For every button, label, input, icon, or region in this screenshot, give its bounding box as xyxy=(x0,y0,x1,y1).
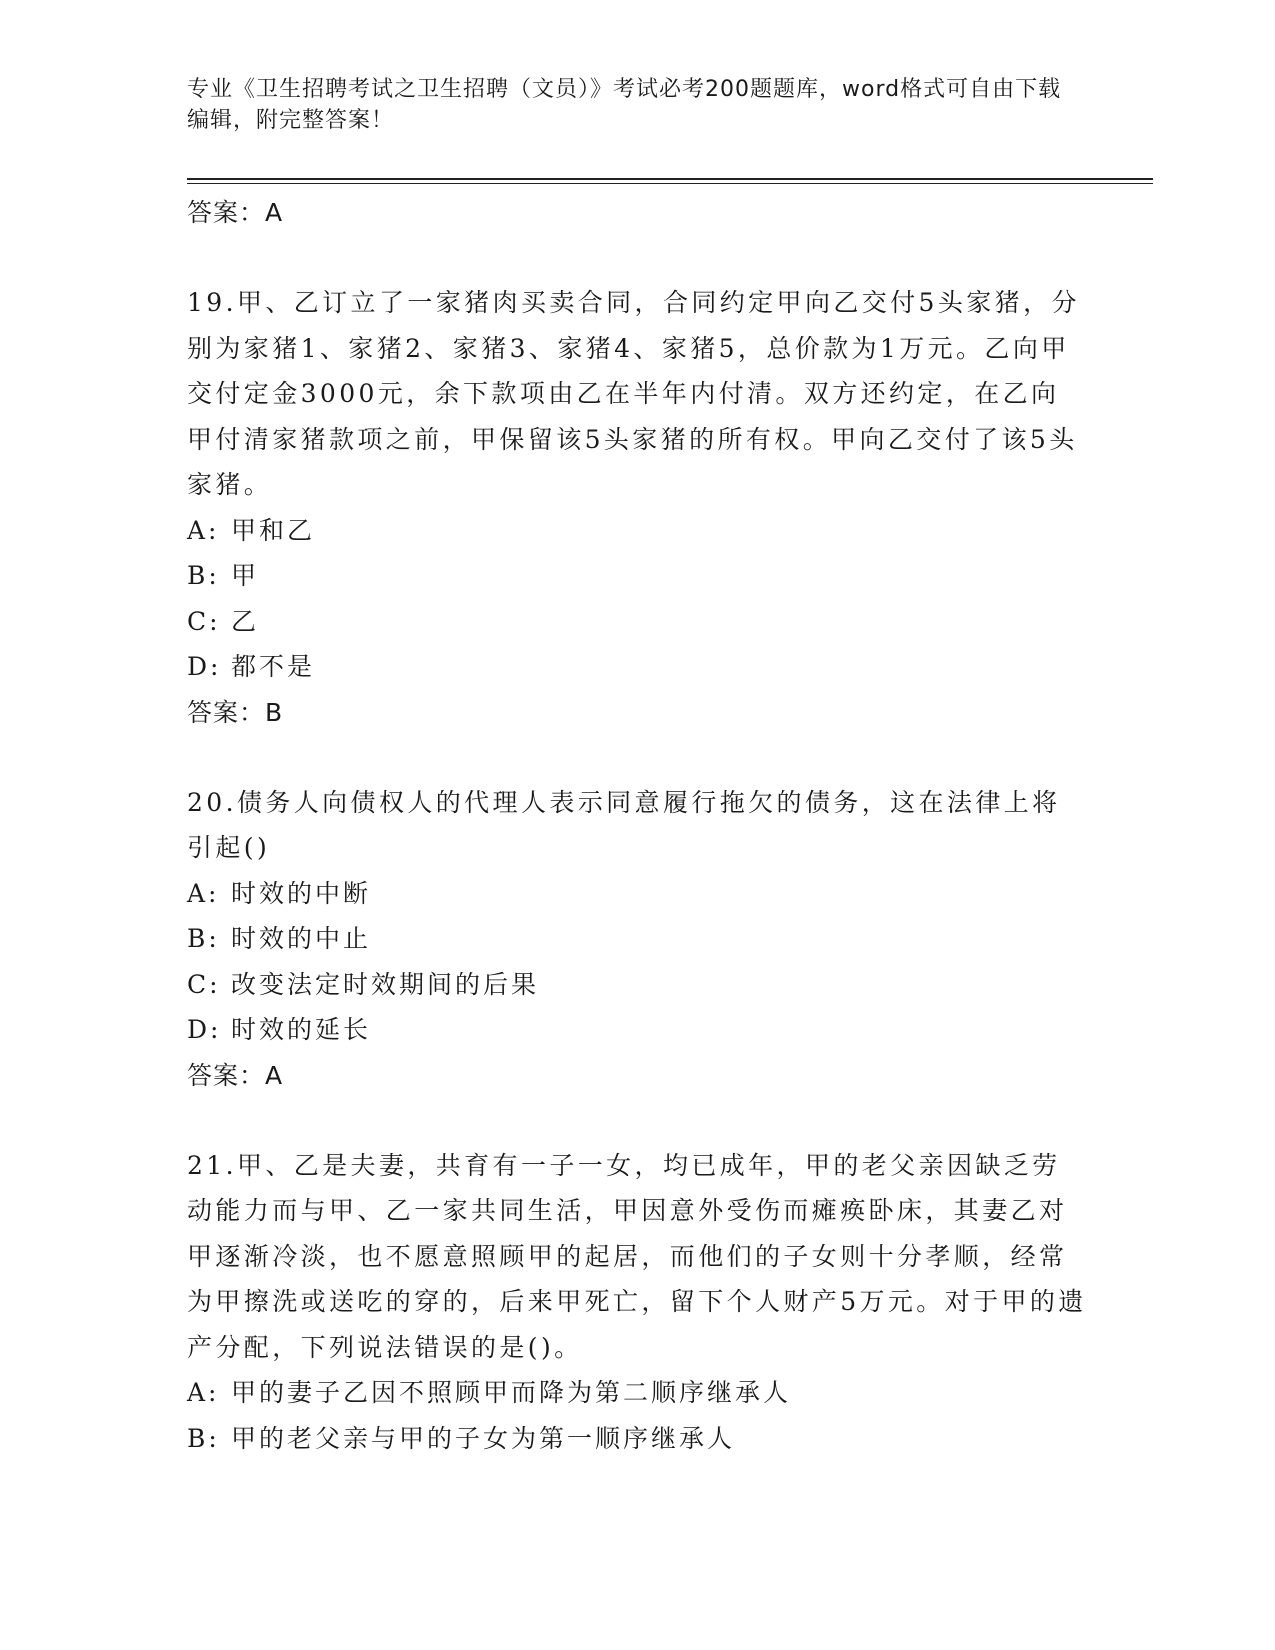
option-label: B: xyxy=(187,1423,220,1453)
question-block xyxy=(187,780,1087,1099)
header-rule-thick xyxy=(187,178,1153,180)
option-text: 甲的妻子乙因不照顾甲而降为第二顺序继承人 xyxy=(231,1378,792,1407)
question-block xyxy=(187,280,1087,736)
option-text: 时效的延长 xyxy=(231,1015,372,1044)
option-text: 甲和乙 xyxy=(231,515,316,545)
option-label: C: xyxy=(187,969,221,999)
option-text: 时效的中止 xyxy=(231,924,372,953)
question-text: 21.甲、乙是夫妻，共育有一子一女，均已成年，甲的老父亲因缺乏劳动能力而与甲、乙一家共同生活，甲因意外受伤而瘫痪卧床，其妻乙对甲逐渐冷淡，也不愿意照顾甲的起居，而他们的子女则十分孝顺，经常为甲擦洗或送吃的穿的，后来甲死亡，留下个人财产5万元。对于甲的遗产分配，下列说法错误的是()。 xyxy=(187,1150,1087,1362)
question-text: 20.债务人向债权人的代理人表示同意履行拖欠的债务，这在法律上将引起() xyxy=(187,787,1061,862)
option-text: 甲 xyxy=(231,561,260,590)
option-a xyxy=(187,1370,1087,1416)
option-b xyxy=(187,553,1087,599)
document-header: 专业《卫生招聘考试之卫生招聘（文员）》考试必考200题题库，word格式可自由下载编辑，附完整答案！ xyxy=(187,77,1062,133)
option-label: A: xyxy=(187,1378,220,1407)
option-label: B: xyxy=(187,924,220,953)
option-c xyxy=(187,962,1087,1008)
question-text: 19.甲、乙订立了一家猪肉买卖合同，合同约定甲向乙交付5头家猪，分别为家猪1、家猪2、家猪3、家猪4、家猪5，总价款为1万元。乙向甲交付定金3000元，余下款项由乙在半年内付清。双方还约定，在乙向甲付清家猪款项之前，甲保留该5头家猪的所有权。甲向乙交付了该5头家猪。 xyxy=(187,288,1080,499)
option-label: B: xyxy=(187,561,220,590)
option-b xyxy=(187,1416,1087,1462)
option-a xyxy=(187,508,1087,554)
option-text: 时效的中断 xyxy=(231,878,372,908)
option-text: 乙 xyxy=(231,606,260,636)
question-list xyxy=(187,190,1087,1461)
option-text: 甲的老父亲与甲的子女为第一顺序继承人 xyxy=(231,1423,736,1453)
answer-line: 答案：A xyxy=(187,198,284,227)
option-b xyxy=(187,916,1087,962)
option-text: 改变法定时效期间的后果 xyxy=(231,969,540,999)
option-d xyxy=(187,644,1087,690)
option-d xyxy=(187,1007,1087,1053)
option-label: D: xyxy=(187,1015,222,1044)
option-label: D: xyxy=(187,652,222,681)
option-label: A: xyxy=(187,515,220,545)
answer-line: 答案：B xyxy=(187,697,284,727)
option-text: 都不是 xyxy=(231,652,316,681)
option-label: A: xyxy=(187,878,220,908)
option-label: C: xyxy=(187,606,221,636)
header-rule-thin xyxy=(187,183,1153,184)
question-block xyxy=(187,1143,1087,1462)
option-a xyxy=(187,871,1087,917)
answer-line: 答案：A xyxy=(187,1060,284,1090)
option-c xyxy=(187,599,1087,645)
